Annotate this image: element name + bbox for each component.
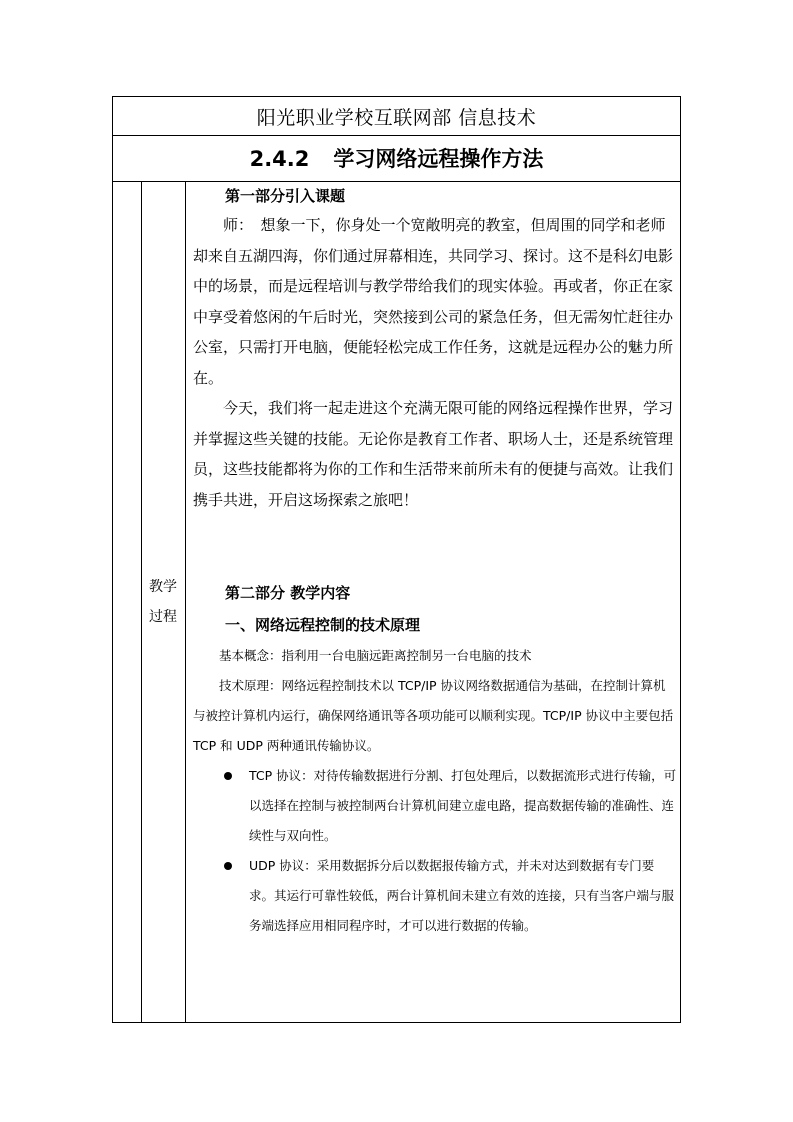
side-label-line1: 教学 bbox=[149, 579, 177, 595]
school-department-title: 阳光职业学校互联网部 信息技术 bbox=[256, 107, 537, 129]
table-divider bbox=[112, 135, 681, 136]
basic-concept: 基本概念：指利用一台电脑远距离控制另一台电脑的技术 bbox=[219, 648, 532, 663]
part1-paragraph-1: 师： 想象一下，你身处一个宽敞明亮的教室，但周围的同学和老师却来自五湖四海，你们通过屏幕相连，共同学习、探讨。这不是科幻电影中的场景，而是远程培训与教学带给我们的现实体验。再或者，你正在家中享受着悠闲的午后时光，突然接到公司的紧急任务，但无需匆忙赶往办公室，只需打开电脑，便能轻松完成工作任务，这就是远程办公的魅力所在。 bbox=[193, 216, 674, 387]
lesson-number: 2.4.2 bbox=[249, 147, 310, 171]
spacer bbox=[193, 515, 677, 577]
tcp-protocol-text: TCP 协议：对待传输数据进行分割、打包处理后，以数据流形式进行传输，可以选择在控制与被控制两台计算机间建立虚电路，提高数据传输的准确性、连续性与双向性。 bbox=[249, 768, 677, 843]
part1-paragraph-2: 今天，我们将一起走进这个充满无限可能的网络远程操作世界，学习并掌握这些关键的技能。无论你是教育工作者、职场人士，还是系统管理员，这些技能都将为你的工作和生活带来前所未有的便捷与高效。让我们携手共进，开启这场探索之旅吧！ bbox=[193, 399, 674, 509]
lesson-title-text: 学习网络远程操作方法 bbox=[333, 147, 544, 171]
bullet-icon bbox=[224, 862, 232, 870]
technical-principle: 技术原理：网络远程控制技术以 TCP/IP 协议网络数据通信为基础，在控制计算机与被控计算机内运行，确保网络通讯等各项功能可以顺利实现。TCP/IP 协议中主要包括 TCP 和 UDP 两种通讯传输协议。 bbox=[193, 678, 674, 753]
list-item-udp bbox=[193, 851, 677, 941]
part1-heading: 第一部分引入课题 bbox=[225, 187, 346, 205]
lesson-content bbox=[193, 182, 677, 941]
table-column-line bbox=[185, 181, 186, 1023]
udp-protocol-text: UDP 协议：采用数据拆分后以数据报传输方式，并未对达到数据有专门要求。其运行可靠性较低，两台计算机间未建立有效的连接，只有当客户端与服务端选择应用相同程序时，才可以进行数据的传输。 bbox=[249, 858, 675, 933]
lesson-title bbox=[112, 143, 681, 173]
bullet-icon bbox=[224, 772, 232, 780]
side-label-line2: 过程 bbox=[149, 609, 177, 625]
part2-heading: 第二部分 教学内容 bbox=[225, 584, 351, 602]
list-item-tcp bbox=[193, 761, 677, 851]
table-column-line bbox=[141, 181, 142, 1023]
part2-subheading: 一、网络远程控制的技术原理 bbox=[225, 616, 421, 634]
